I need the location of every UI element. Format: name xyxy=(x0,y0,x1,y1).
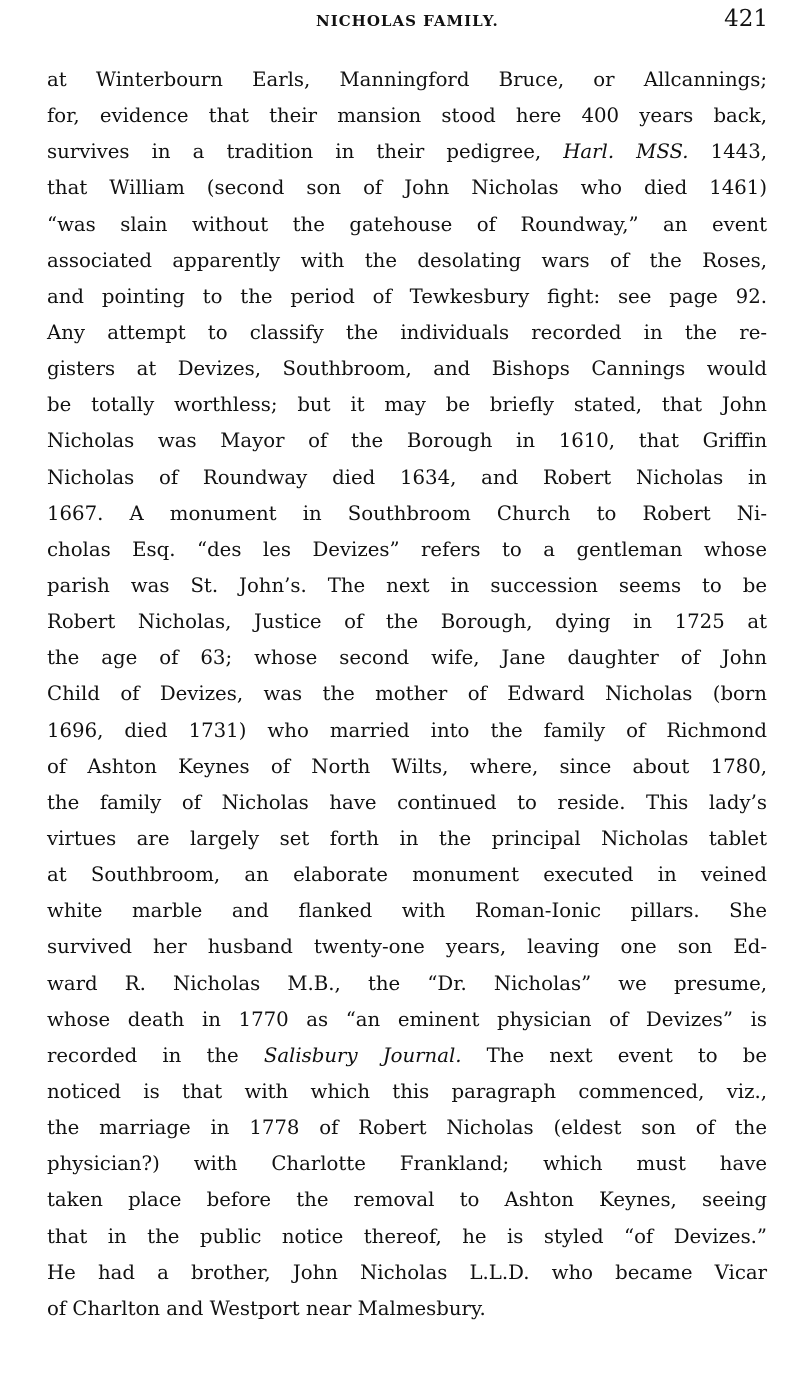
text-line: gisters at Devizes, Southbroom, and Bishops Cannings would xyxy=(47,357,767,381)
text-line: “was slain without the gatehouse of Roundway,” an event xyxy=(47,212,767,236)
text-line: the age of 63; whose second wife, Jane daughter of John xyxy=(47,646,767,670)
text-line: 1696, died 1731) who married into the family of Richmond xyxy=(47,718,767,742)
text-line: of Ashton Keynes of North Wilts, where, since about 1780, xyxy=(47,754,767,778)
text-line: survived her husband twenty-one years, leaving one son Ed- xyxy=(47,935,767,959)
text-line: that William (second son of John Nicholas who died 1461) xyxy=(47,176,767,200)
body-paragraph xyxy=(47,62,767,1327)
text-line: Robert Nicholas, Justice of the Borough, dying in 1725 at xyxy=(47,610,767,634)
text-line: for, evidence that their mansion stood here 400 years back, xyxy=(47,104,767,128)
text-line: be totally worthless; but it may be briefly stated, that John xyxy=(47,393,767,417)
text-line: survives in a tradition in their pedigree, Harl. MSS. 1443, xyxy=(47,140,767,164)
text-line: whose death in 1770 as “an eminent physician of Devizes” is xyxy=(47,1007,767,1031)
page-number: 421 xyxy=(724,6,768,32)
text-line: Nicholas of Roundway died 1634, and Robert Nicholas in xyxy=(47,465,767,489)
text-line: noticed is that with which this paragraph commenced, viz., xyxy=(47,1079,767,1103)
text-line: He had a brother, John Nicholas L.L.D. who became Vicar xyxy=(47,1260,767,1284)
text-line: taken place before the removal to Ashton Keynes, seeing xyxy=(47,1188,767,1212)
text-line: and pointing to the period of Tewkesbury fight: see page 92. xyxy=(47,284,767,308)
text-line: virtues are largely set forth in the principal Nicholas tablet xyxy=(47,826,767,850)
text-line: of Charlton and Westport near Malmesbury. xyxy=(47,1296,486,1320)
text-line: 1667. A monument in Southbroom Church to Robert Ni- xyxy=(47,501,767,525)
italic-title: Salisbury Journal. xyxy=(263,1043,462,1067)
text-line: ward R. Nicholas M.B., the “Dr. Nicholas” we presume, xyxy=(47,971,767,995)
text-line: the family of Nicholas have continued to reside. This lady’s xyxy=(47,790,767,814)
text-line: cholas Esq. “des les Devizes” refers to a gentleman whose xyxy=(47,537,767,561)
italic-title: Harl. MSS. xyxy=(563,140,689,164)
text-line: Any attempt to classify the individuals recorded in the re- xyxy=(47,320,767,344)
text-line: physician?) with Charlotte Frankland; which must have xyxy=(47,1152,767,1176)
text-line: that in the public notice thereof, he is styled “of Devizes.” xyxy=(47,1224,767,1248)
text-line: associated apparently with the desolating wars of the Roses, xyxy=(47,248,767,272)
running-title: NICHOLAS FAMILY. xyxy=(316,12,499,30)
text-line: at Southbroom, an elaborate monument executed in veined xyxy=(47,863,767,887)
text-line: white marble and flanked with Roman-Ionic pillars. She xyxy=(47,899,767,923)
text-line: recorded in the Salisbury Journal. The next event to be xyxy=(47,1043,768,1067)
text-line: the marriage in 1778 of Robert Nicholas (eldest son of the xyxy=(47,1116,767,1140)
running-head xyxy=(0,4,800,40)
text-line: parish was St. John’s. The next in succession seems to be xyxy=(47,573,767,597)
text-line: Nicholas was Mayor of the Borough in 1610, that Griffin xyxy=(47,429,767,453)
text-line: at Winterbourn Earls, Manningford Bruce, or Allcannings; xyxy=(47,68,767,91)
text-line: Child of Devizes, was the mother of Edward Nicholas (born xyxy=(47,682,767,706)
